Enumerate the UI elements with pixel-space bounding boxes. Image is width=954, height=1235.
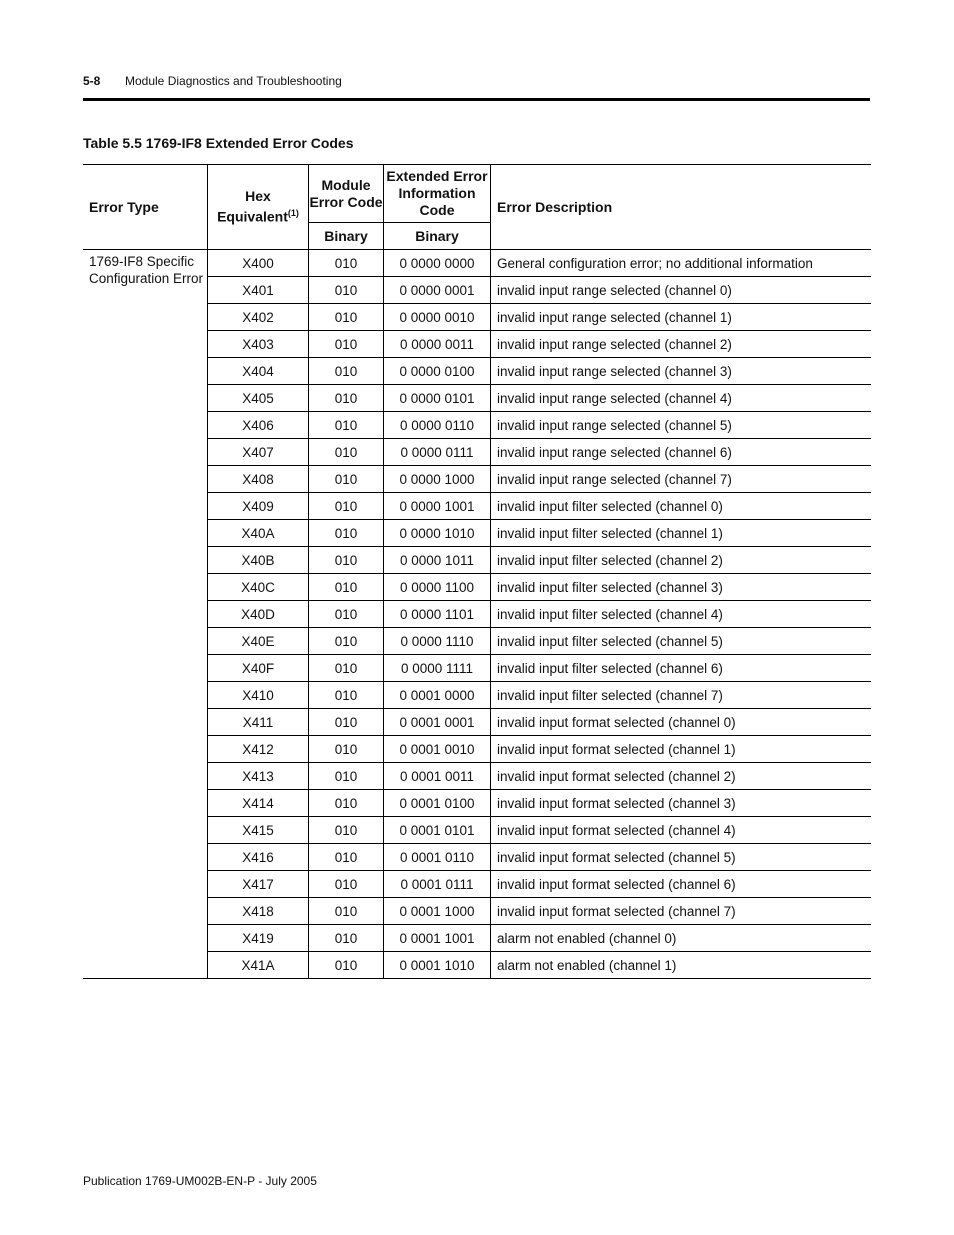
hex-cell: X404 xyxy=(208,358,309,385)
table-caption: Table 5.5 1769-IF8 Extended Error Codes xyxy=(83,135,354,151)
section-title: Module Diagnostics and Troubleshooting xyxy=(125,74,342,88)
extended-code-cell: 0 0000 0010 xyxy=(384,304,491,331)
extended-code-cell: 0 0000 0011 xyxy=(384,331,491,358)
header-hex-equivalent: Hex Equivalent$^{(1)}$ xyxy=(208,165,309,250)
description-cell: invalid input filter selected (channel 1) xyxy=(491,520,872,547)
hex-cell: X412 xyxy=(208,736,309,763)
description-cell: invalid input filter selected (channel 3) xyxy=(491,574,872,601)
hex-cell: X40C xyxy=(208,574,309,601)
description-cell: invalid input range selected (channel 5) xyxy=(491,412,872,439)
module-code-cell: 010 xyxy=(309,655,384,682)
extended-code-cell: 0 0000 0111 xyxy=(384,439,491,466)
extended-code-cell: 0 0000 1110 xyxy=(384,628,491,655)
description-cell: invalid input range selected (channel 1) xyxy=(491,304,872,331)
module-code-cell: 010 xyxy=(309,385,384,412)
module-code-cell: 010 xyxy=(309,817,384,844)
extended-code-cell: 0 0001 0111 xyxy=(384,871,491,898)
description-cell: invalid input filter selected (channel 0) xyxy=(491,493,872,520)
extended-code-cell: 0 0000 0110 xyxy=(384,412,491,439)
module-code-cell: 010 xyxy=(309,952,384,979)
hex-cell: X400 xyxy=(208,250,309,277)
hex-cell: X413 xyxy=(208,763,309,790)
module-code-cell: 010 xyxy=(309,601,384,628)
hex-cell: X40D xyxy=(208,601,309,628)
extended-code-cell: 0 0000 0101 xyxy=(384,385,491,412)
description-cell: invalid input filter selected (channel 5) xyxy=(491,628,872,655)
description-cell: invalid input format selected (channel 0) xyxy=(491,709,872,736)
description-cell: invalid input format selected (channel 6) xyxy=(491,871,872,898)
description-cell: invalid input format selected (channel 2) xyxy=(491,763,872,790)
module-code-cell: 010 xyxy=(309,844,384,871)
module-code-cell: 010 xyxy=(309,682,384,709)
module-code-cell: 010 xyxy=(309,250,384,277)
hex-cell: X417 xyxy=(208,871,309,898)
hex-cell: X40E xyxy=(208,628,309,655)
description-cell: invalid input range selected (channel 6) xyxy=(491,439,872,466)
hex-cell: X403 xyxy=(208,331,309,358)
hex-cell: X405 xyxy=(208,385,309,412)
extended-code-cell: 0 0001 0000 xyxy=(384,682,491,709)
description-cell: invalid input format selected (channel 1) xyxy=(491,736,872,763)
description-cell: invalid input range selected (channel 7) xyxy=(491,466,872,493)
module-code-cell: 010 xyxy=(309,304,384,331)
description-cell: alarm not enabled (channel 0) xyxy=(491,925,872,952)
extended-code-cell: 0 0000 1000 xyxy=(384,466,491,493)
description-cell: invalid input range selected (channel 2) xyxy=(491,331,872,358)
hex-cell: X41A xyxy=(208,952,309,979)
header-module-error-code: Module Error Code xyxy=(309,165,384,223)
module-code-cell: 010 xyxy=(309,358,384,385)
hex-cell: X402 xyxy=(208,304,309,331)
extended-code-cell: 0 0000 0001 xyxy=(384,277,491,304)
hex-cell: X407 xyxy=(208,439,309,466)
extended-code-cell: 0 0001 1001 xyxy=(384,925,491,952)
description-cell: invalid input filter selected (channel 2) xyxy=(491,547,872,574)
module-code-cell: 010 xyxy=(309,628,384,655)
hex-cell: X40A xyxy=(208,520,309,547)
module-code-cell: 010 xyxy=(309,898,384,925)
hex-cell: X40F xyxy=(208,655,309,682)
page-header xyxy=(83,72,870,101)
module-code-cell: 010 xyxy=(309,277,384,304)
module-code-cell: 010 xyxy=(309,466,384,493)
extended-code-cell: 0 0001 0101 xyxy=(384,817,491,844)
description-cell: invalid input range selected (channel 3) xyxy=(491,358,872,385)
extended-code-cell: 0 0000 1111 xyxy=(384,655,491,682)
extended-code-cell: 0 0001 0100 xyxy=(384,790,491,817)
extended-code-cell: 0 0001 0011 xyxy=(384,763,491,790)
hex-cell: X414 xyxy=(208,790,309,817)
header-extended-error-code: Extended Error Information Code xyxy=(384,165,491,223)
module-code-cell: 010 xyxy=(309,736,384,763)
module-code-cell: 010 xyxy=(309,412,384,439)
extended-code-cell: 0 0000 1100 xyxy=(384,574,491,601)
module-code-cell: 010 xyxy=(309,574,384,601)
publication-footer: Publication 1769-UM002B-EN-P - July 2005 xyxy=(83,1174,317,1188)
module-code-cell: 010 xyxy=(309,439,384,466)
footnote-marker: (1) xyxy=(287,208,299,219)
header-error-description: Error Description xyxy=(491,165,872,250)
module-code-cell: 010 xyxy=(309,709,384,736)
module-code-cell: 010 xyxy=(309,790,384,817)
extended-code-cell: 0 0000 0000 xyxy=(384,250,491,277)
hex-cell: X410 xyxy=(208,682,309,709)
description-cell: invalid input filter selected (channel 7) xyxy=(491,682,872,709)
description-cell: invalid input format selected (channel 5) xyxy=(491,844,872,871)
description-cell: invalid input filter selected (channel 6) xyxy=(491,655,872,682)
hex-cell: X416 xyxy=(208,844,309,871)
extended-code-cell: 0 0000 1101 xyxy=(384,601,491,628)
table-body xyxy=(83,250,871,979)
module-code-cell: 010 xyxy=(309,331,384,358)
extended-code-cell: 0 0000 1010 xyxy=(384,520,491,547)
hex-cell: X409 xyxy=(208,493,309,520)
hex-cell: X406 xyxy=(208,412,309,439)
description-cell: invalid input format selected (channel 3) xyxy=(491,790,872,817)
module-code-cell: 010 xyxy=(309,925,384,952)
error-codes-table xyxy=(83,164,871,979)
module-code-cell: 010 xyxy=(309,493,384,520)
extended-code-cell: 0 0001 0010 xyxy=(384,736,491,763)
extended-code-cell: 0 0001 0110 xyxy=(384,844,491,871)
extended-code-cell: 0 0000 1001 xyxy=(384,493,491,520)
description-cell: alarm not enabled (channel 1) xyxy=(491,952,872,979)
module-code-cell: 010 xyxy=(309,763,384,790)
description-cell: invalid input format selected (channel 7) xyxy=(491,898,872,925)
header-error-type: Error Type xyxy=(83,165,208,250)
hex-cell: X401 xyxy=(208,277,309,304)
extended-code-cell: 0 0001 0001 xyxy=(384,709,491,736)
extended-code-cell: 0 0000 0100 xyxy=(384,358,491,385)
header-binary-module: Binary xyxy=(309,223,384,250)
module-code-cell: 010 xyxy=(309,520,384,547)
hex-cell: X415 xyxy=(208,817,309,844)
hex-cell: X419 xyxy=(208,925,309,952)
description-cell: General configuration error; no additional information xyxy=(491,250,872,277)
header-binary-extended: Binary xyxy=(384,223,491,250)
description-cell: invalid input format selected (channel 4) xyxy=(491,817,872,844)
description-cell: invalid input filter selected (channel 4) xyxy=(491,601,872,628)
hex-cell: X408 xyxy=(208,466,309,493)
page-number: 5-8 xyxy=(83,74,101,88)
extended-code-cell: 0 0000 1011 xyxy=(384,547,491,574)
table-row xyxy=(83,250,871,277)
hex-cell: X418 xyxy=(208,898,309,925)
extended-code-cell: 0 0001 1000 xyxy=(384,898,491,925)
module-code-cell: 010 xyxy=(309,871,384,898)
extended-code-cell: 0 0001 1010 xyxy=(384,952,491,979)
description-cell: invalid input range selected (channel 4) xyxy=(491,385,872,412)
module-code-cell: 010 xyxy=(309,547,384,574)
hex-cell: X411 xyxy=(208,709,309,736)
description-cell: invalid input range selected (channel 0) xyxy=(491,277,872,304)
hex-cell: X40B xyxy=(208,547,309,574)
error-type-cell: 1769-IF8 Specific Configuration Error xyxy=(89,254,204,286)
